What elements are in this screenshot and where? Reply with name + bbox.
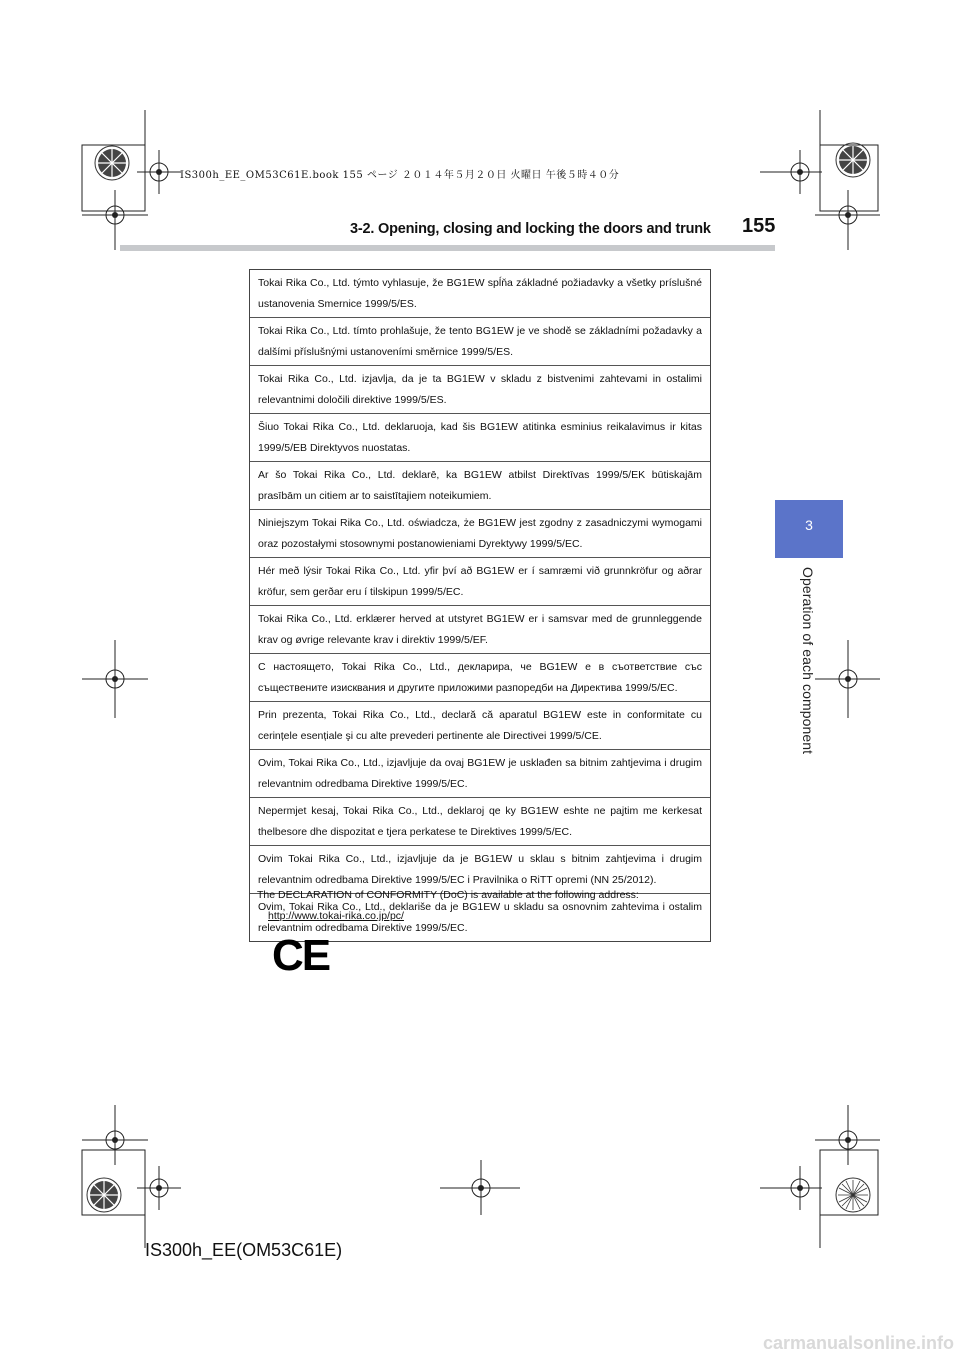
declaration-bosnian: Ovim, Tokai Rika Co., Ltd., izjavljuje da ovaj BG1EW je usklađen sa bitnim zahtjevima i drugim relevantnim odredbama Direktive 1999/5/EC. (250, 749, 710, 797)
declaration-lithuanian: Šiuo Tokai Rika Co., Ltd. deklaruoja, kad šis BG1EW atitinka esminius reikalavimus ir kitas 1999/5/EB Direktyvos nuostatas. (250, 413, 710, 461)
declaration-table (249, 269, 711, 942)
declaration-romanian: Prin prezenta, Tokai Rika Co., Ltd., declară că aparatul BG1EW este in conformitate cu cerințele esențiale şi cu alte prevederi pertinente ale Directivei 1999/5/CE. (250, 701, 710, 749)
header-rule (120, 245, 775, 251)
chapter-tab: 3 (775, 500, 843, 558)
doc-url-link[interactable]: http://www.tokai-rika.co.jp/pc/ (268, 910, 404, 922)
declaration-bulgarian: С настоящето, Tokai Rika Co., Ltd., декларира, че BG1EW е в съответствие със съществените изисквания и другите приложими разпоредби на Директива 1999/5/EC. (250, 653, 710, 701)
declaration-serbian: Ovim, Tokai Rika Co., Ltd., deklariše da je BG1EW u skladu sa osnovnim zahtevima i ostalim relevantnim odredbama Direktive 1999/5/EC. (250, 893, 710, 941)
declaration-slovak: Tokai Rika Co., Ltd. týmto vyhlasuje, že BG1EW spĺňa základné požiadavky a všetky príslušné ustanovenia Smernice 1999/5/ES. (258, 277, 702, 310)
chapter-title: Operation of each component (800, 567, 816, 755)
declaration-norwegian: Tokai Rika Co., Ltd. erklærer herved at utstyret BG1EW er i samsvar med de grunnleggende krav og øvrige relevante krav i direktiv 1999/5/EF. (250, 605, 710, 653)
page-number: 155 (742, 215, 776, 237)
declaration-polish: Niniejszym Tokai Rika Co., Ltd. oświadcza, że BG1EW jest zgodny z zasadniczymi wymogami oraz pozostałymi stosownymi postanowieniami Dyrektywy 1999/5/EC. (250, 509, 710, 557)
declaration-czech: Tokai Rika Co., Ltd. tímto prohlašuje, že tento BG1EW je ve shodě se základními požadavky a dalšími příslušnými ustanoveními směrnice 1999/5/ES. (250, 317, 710, 365)
book-file-info: IS300h_EE_OM53C61E.book 155 ページ ２０１４年５月２０日 火曜日 午後５時４０分 (180, 170, 620, 181)
declaration-icelandic: Hér með lýsir Tokai Rika Co., Ltd. yfir því að BG1EW er í samræmi við grunnkröfur og aðrar kröfur, sem gerðar eru í tilskipun 1999/5/EC. (250, 557, 710, 605)
declaration-albanian: Nepermjet kesaj, Tokai Rika Co., Ltd., deklaroj qe ky BG1EW eshte ne pajtim me kerkesat thelbesore dhe dispozitat e tjera perkatese te Direktives 1999/5/EC. (250, 797, 710, 845)
manual-code: IS300h_EE(OM53C61E) (145, 1240, 343, 1260)
declaration-croatian: Ovim Tokai Rika Co., Ltd., izjavljuje da je BG1EW u sklau s bitnim zahtjevima i drugim relevantnim odredbama Direktive 1999/5/EC i Pravilnika o RiTT opremi (NN 25/2012). (250, 845, 710, 893)
site-watermark: carmanualsonline.info (762, 1333, 954, 1353)
ce-mark: CE (272, 931, 330, 980)
section-title: 3-2. Opening, closing and locking the doors and trunk (350, 221, 711, 237)
declaration-latvian: Ar šo Tokai Rika Co., Ltd. deklarē, ka BG1EW atbilst Direktīvas 1999/5/EK būtiskajām prasībām un citiem ar to saistītajiem noteikumiem. (250, 461, 710, 509)
declaration-slovenian: Tokai Rika Co., Ltd. izjavlja, da je ta BG1EW v skladu z bistvenimi zahtevami in ostalimi relevantnimi določili direktive 1999/5/ES. (250, 365, 710, 413)
doc-availability-text: The DECLARATION of CONFORMITY (DoC) is available at the following address: (257, 889, 639, 901)
